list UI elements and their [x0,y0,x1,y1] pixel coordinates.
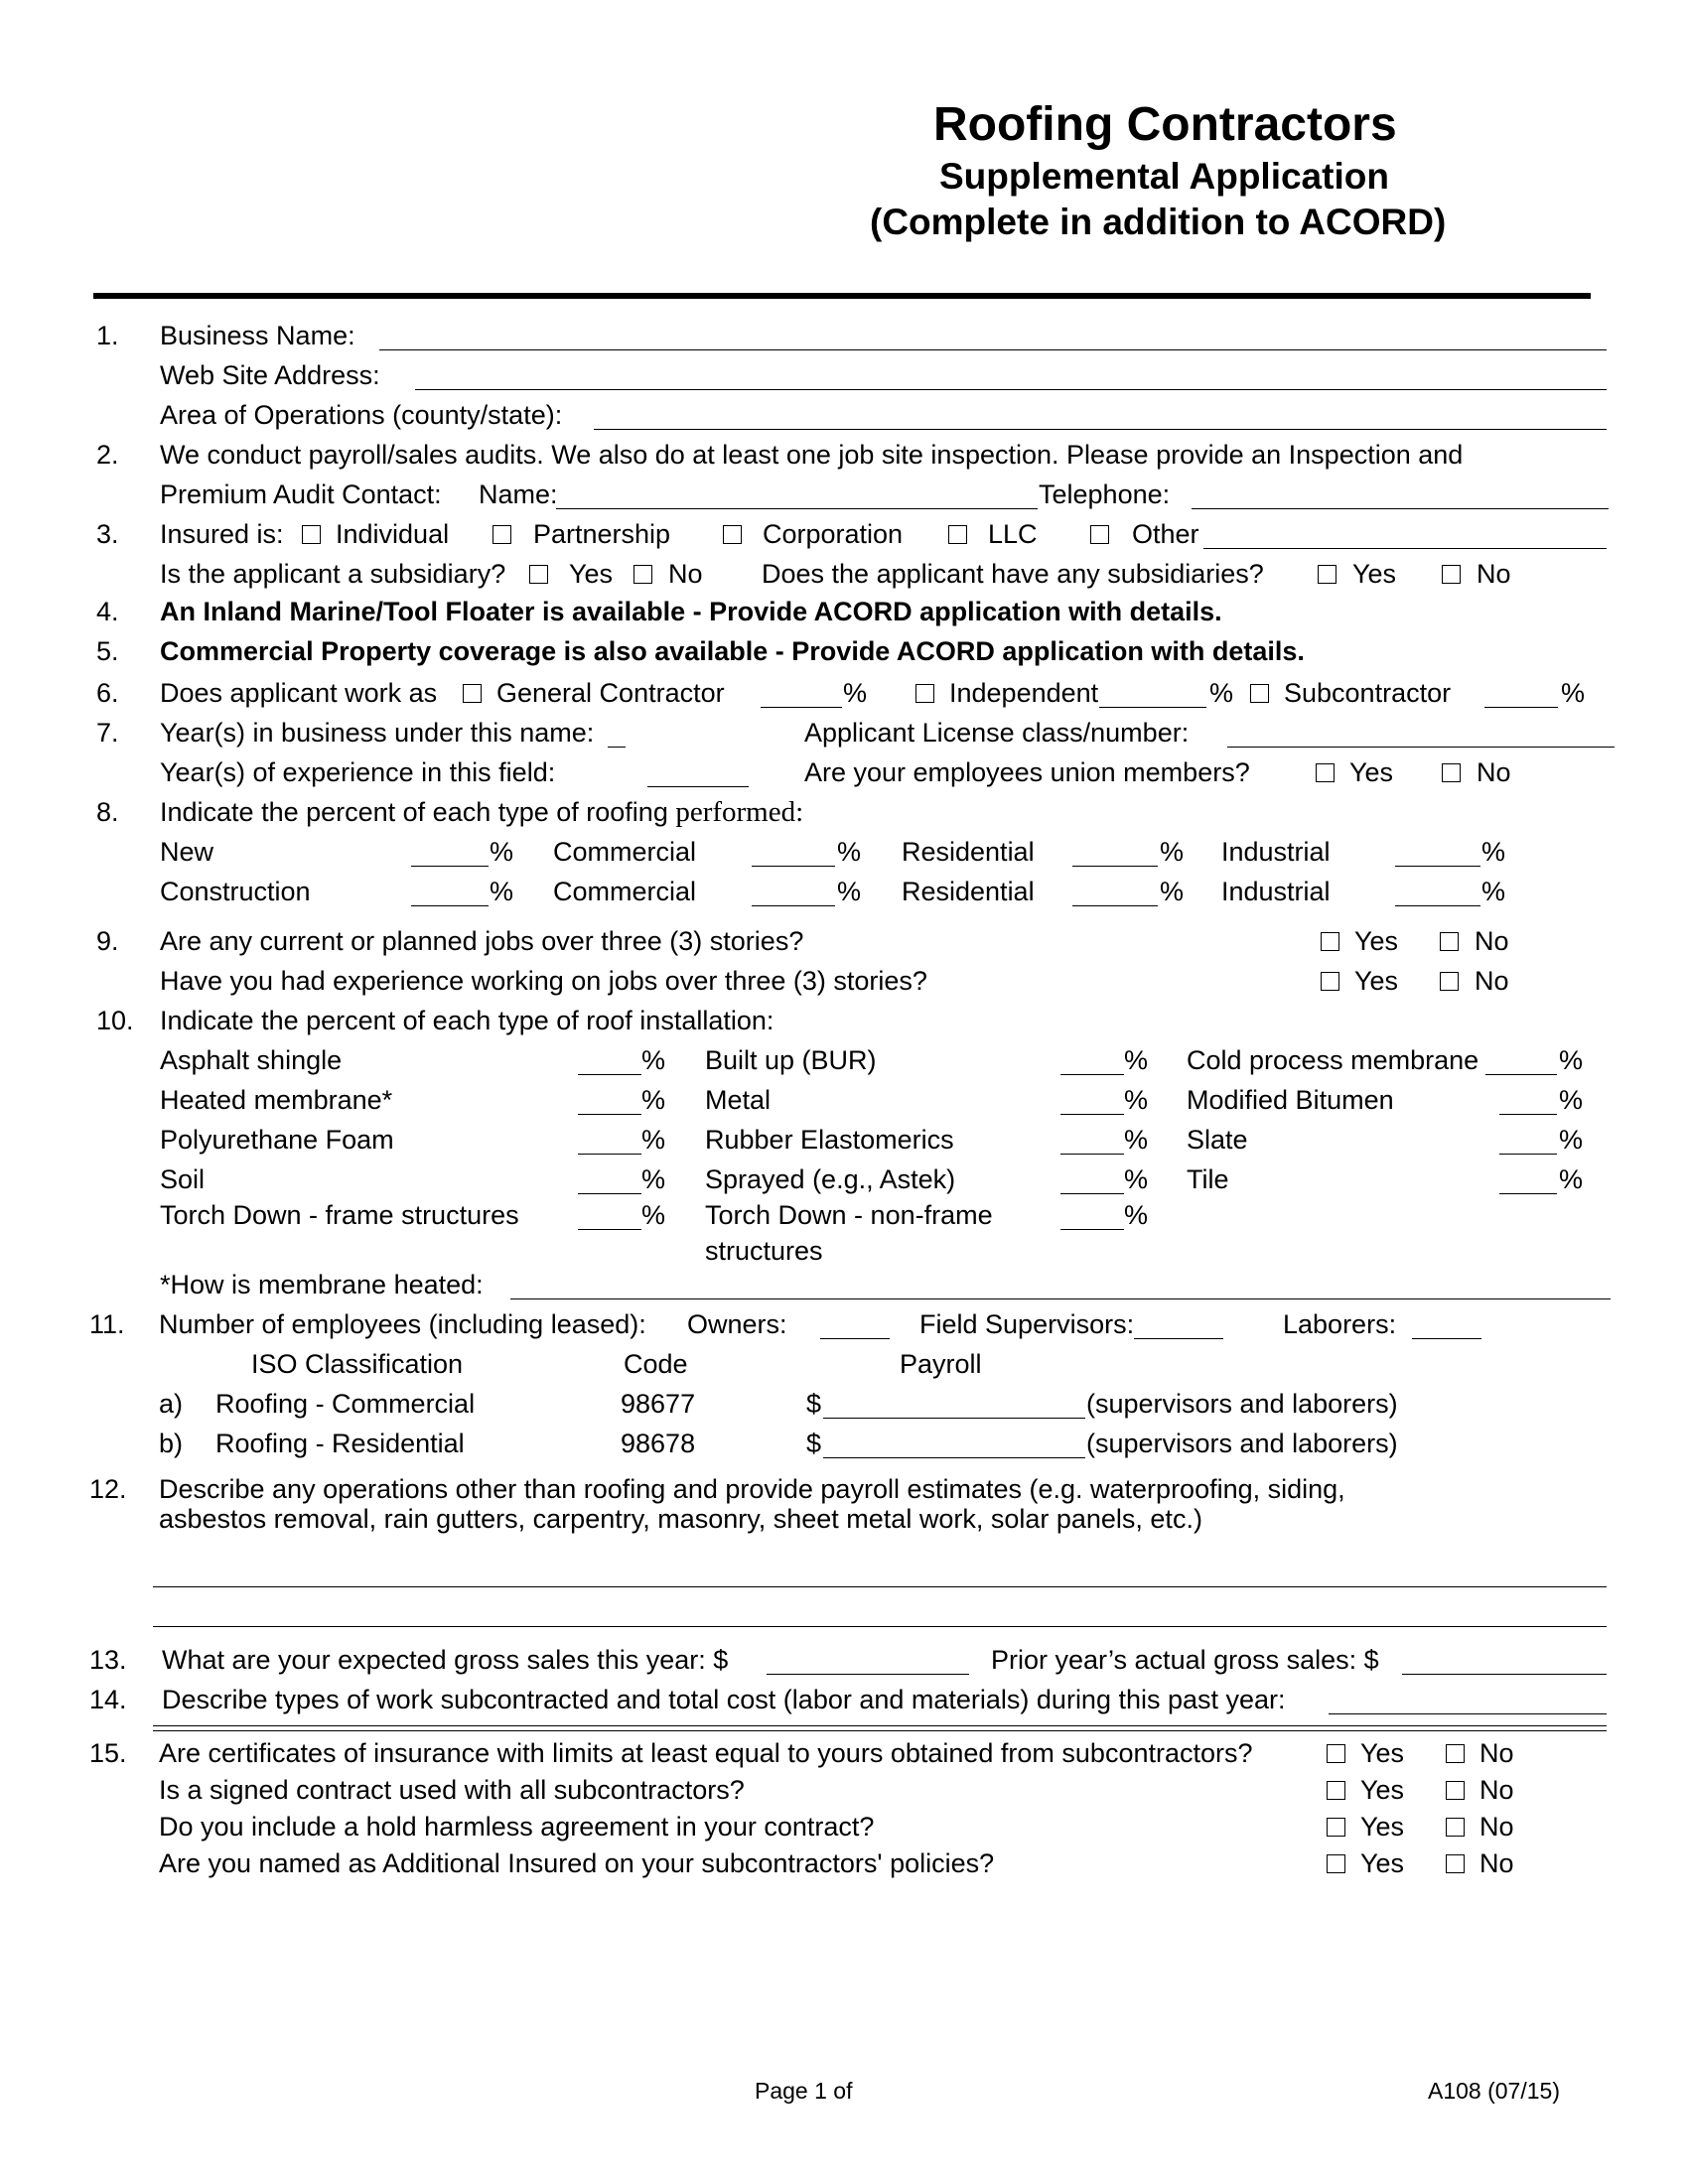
area-field[interactable] [594,429,1607,430]
q9a-yes-label: Yes [1354,926,1399,956]
q9b-no-label: No [1475,966,1509,996]
roof-type-field[interactable] [1499,1114,1557,1115]
q11-text: Number of employees (including leased): [159,1309,646,1339]
q9a-no-checkbox[interactable] [1440,932,1459,951]
q15-no-checkbox[interactable] [1446,1818,1465,1837]
union-yes-label: Yes [1349,757,1394,787]
corporation-label: Corporation [763,519,904,549]
roof-type-field[interactable] [1485,1074,1557,1075]
q12-line-1: Describe any operations other than roofing and provide payroll estimates (e.g. waterproofing, siding, [159,1474,1345,1504]
q15-no-label: No [1479,1812,1514,1842]
audit-contact-label: Premium Audit Contact: [160,479,442,509]
gc-pct-sign: % [843,678,868,708]
form-subtitle-2: (Complete in addition to ACORD) [870,202,1447,242]
q11-number: 11. [89,1309,125,1339]
q6-text: Does applicant work as [160,678,438,708]
gc-pct-field[interactable] [761,707,842,708]
years-exp-field[interactable] [647,786,749,787]
q8-row2-pct-1: % [490,877,514,906]
q15-no-checkbox[interactable] [1446,1744,1465,1763]
laborers-label: Laborers: [1283,1309,1397,1339]
q15-no-label: No [1479,1775,1514,1805]
telephone-label: Telephone: [1039,479,1171,509]
iso-row-dollar: $ [806,1389,822,1419]
q2-text: We conduct payroll/sales audits. We also do at least one job site inspection. Please provide an Inspection and [160,440,1464,470]
roof-type-label: Sprayed (e.g., Astek) [705,1164,956,1194]
q14-number: 14. [89,1685,127,1714]
partnership-checkbox[interactable] [492,525,511,544]
subcontractor-label: Subcontractor [1284,678,1452,708]
q4-text: An Inland Marine/Tool Floater is available - Provide ACORD application with details. [160,597,1222,626]
page-number: Page 1 of [755,2078,853,2104]
iso-row-payroll-field[interactable] [823,1418,1085,1419]
q15-yes-label: Yes [1360,1848,1405,1878]
roof-type-field[interactable] [1499,1193,1557,1194]
q8-row1-pct-2: % [837,837,862,867]
business-name-label: Business Name: [160,321,355,350]
q8-row2-label-4: Industrial [1221,877,1331,906]
q8-row1-pct-3: % [1160,837,1185,867]
q3-number: 3. [96,519,119,549]
q8-row1-pct-4: % [1481,837,1506,867]
independent-pct-field[interactable] [1099,707,1206,708]
iso-row-letter: b) [159,1429,184,1458]
q8-row1-field-1[interactable] [411,866,489,867]
has-subs-yes-label: Yes [1352,559,1397,589]
roof-type-label: Modified Bitumen [1187,1085,1394,1115]
gc-checkbox[interactable] [463,684,482,703]
form-number: A108 (07/15) [1428,2078,1560,2104]
roof-type-field[interactable] [578,1074,641,1075]
roof-type-label: Metal [705,1085,772,1115]
has-subsidiaries-question: Does the applicant have any subsidiaries? [762,559,1264,589]
insured-label: Insured is: [160,519,284,549]
roof-type-field[interactable] [1499,1154,1557,1155]
prior-sales-label: Prior year’s actual gross sales: $ [991,1645,1379,1675]
roof-type-field[interactable] [1060,1193,1124,1194]
contact-name-field[interactable] [556,508,1038,509]
q8-row2-label-2: Commercial [553,877,697,906]
subsidiary-no-checkbox[interactable] [633,565,652,584]
roof-type-label-continued: structures [705,1236,823,1266]
q8-number: 8. [96,797,119,827]
roof-type-pct: % [1124,1164,1149,1194]
q8-row1-label-2: Commercial [553,837,697,867]
license-label: Applicant License class/number: [804,718,1190,748]
q8-row2-field-2[interactable] [752,905,835,906]
q8-row2-label-1: Construction [160,877,311,906]
roof-type-label: Rubber Elastomerics [705,1125,954,1155]
has-subs-no-label: No [1477,559,1511,589]
union-yes-checkbox[interactable] [1316,763,1335,782]
telephone-field[interactable] [1192,508,1609,509]
q8-row2-field-1[interactable] [411,905,489,906]
iso-row-code: 98677 [621,1389,696,1419]
has-subs-no-checkbox[interactable] [1442,565,1461,584]
llc-label: LLC [988,519,1038,549]
roof-type-pct: % [641,1085,666,1115]
q9-number: 9. [96,926,119,956]
q12-answer-line-1[interactable] [153,1586,1607,1587]
q8-row2-pct-4: % [1481,877,1506,906]
years-name-field[interactable] [608,747,626,748]
q15-no-checkbox[interactable] [1446,1781,1465,1800]
q15-question: Are certificates of insurance with limits at least equal to yours obtained from subcontractors? [159,1738,1253,1768]
years-exp-label: Year(s) of experience in this field: [160,757,556,787]
roof-type-field[interactable] [578,1229,641,1230]
q9a-yes-checkbox[interactable] [1321,932,1339,951]
q15-no-checkbox[interactable] [1446,1854,1465,1873]
individual-checkbox[interactable] [302,525,321,544]
q8-row2-field-4[interactable] [1395,905,1480,906]
subsidiary-question: Is the applicant a subsidiary? [160,559,506,589]
q6-number: 6. [96,678,119,708]
years-name-label: Year(s) in business under this name: [160,718,595,748]
iso-row-name: Roofing - Residential [215,1429,465,1458]
q12-line-2: asbestos removal, rain gutters, carpentry, masonry, sheet metal work, solar panels, etc.) [159,1504,1202,1534]
field-supervisors-field[interactable] [1134,1338,1223,1339]
q8-text: Indicate the percent of each type of roofing performed: [160,796,804,828]
website-field[interactable] [415,389,1607,390]
gc-label: General Contractor [496,678,725,708]
q8-row2-pct-2: % [837,877,862,906]
q14-text: Describe types of work subcontracted and total cost (labor and materials) during this past year: [162,1685,1286,1714]
payroll-header: Payroll [900,1349,982,1379]
individual-label: Individual [336,519,450,549]
q15-question: Is a signed contract used with all subcontractors? [159,1775,745,1805]
q15-question: Do you include a hold harmless agreement in your contract? [159,1812,875,1842]
q15-yes-checkbox[interactable] [1327,1781,1345,1800]
roof-type-field[interactable] [1060,1154,1124,1155]
q15-no-label: No [1479,1738,1514,1768]
roof-type-pct: % [1559,1045,1584,1075]
q10-number: 10. [96,1006,134,1035]
roof-type-label: Cold process membrane [1187,1045,1479,1075]
other-field[interactable] [1203,548,1607,549]
roof-type-pct: % [1124,1085,1149,1115]
q12-answer-line-2[interactable] [153,1626,1607,1627]
form-title: Roofing Contractors [933,98,1397,151]
roof-type-pct: % [1124,1045,1149,1075]
q8-row1-label-1: New [160,837,214,867]
q14-divider [153,1725,1607,1726]
roof-type-pct: % [1124,1125,1149,1155]
union-no-checkbox[interactable] [1442,763,1461,782]
subsidiary-yes-label: Yes [569,559,614,589]
roof-type-label: Built up (BUR) [705,1045,877,1075]
q8-row1-label-4: Industrial [1221,837,1331,867]
q5-text: Commercial Property coverage is also available - Provide ACORD application with details. [160,636,1305,666]
subsidiary-no-label: No [668,559,703,589]
q15-no-label: No [1479,1848,1514,1878]
roof-type-pct: % [1559,1164,1584,1194]
subcontractor-pct-field[interactable] [1484,707,1558,708]
q9-question-a: Are any current or planned jobs over three (3) stories? [160,926,804,956]
llc-checkbox[interactable] [948,525,967,544]
roof-type-pct: % [641,1125,666,1155]
union-no-label: No [1477,757,1511,787]
iso-row-note: (supervisors and laborers) [1086,1389,1398,1419]
q8-row1-field-4[interactable] [1395,866,1480,867]
q15-number: 15. [89,1738,127,1768]
independent-checkbox[interactable] [915,684,934,703]
iso-row-note: (supervisors and laborers) [1086,1429,1398,1458]
q8-row2-label-3: Residential [902,877,1035,906]
q8-row1-pct-1: % [490,837,514,867]
membrane-heated-label: *How is membrane heated: [160,1270,484,1299]
business-name-field[interactable] [379,349,1607,350]
owners-field[interactable] [820,1338,890,1339]
independent-label: Independent [949,678,1099,708]
area-label: Area of Operations (county/state): [160,400,563,430]
roof-type-pct: % [1559,1125,1584,1155]
q9b-yes-label: Yes [1354,966,1399,996]
q7-number: 7. [96,718,119,748]
q8-row1-field-3[interactable] [1072,866,1158,867]
q15-yes-label: Yes [1360,1738,1405,1768]
website-label: Web Site Address: [160,360,380,390]
q15-yes-checkbox[interactable] [1327,1818,1345,1837]
q15-yes-label: Yes [1360,1812,1405,1842]
roof-type-field[interactable] [1060,1074,1124,1075]
q9-question-b: Have you had experience working on jobs over three (3) stories? [160,966,927,996]
q8-row1-field-2[interactable] [752,866,835,867]
q9a-no-label: No [1475,926,1509,956]
roof-type-label: Torch Down - non-frame [705,1200,993,1230]
iso-classification-header: ISO Classification [251,1349,464,1379]
roof-type-pct: % [641,1164,666,1194]
iso-row-letter: a) [159,1389,184,1419]
subcontractor-pct-sign: % [1561,678,1586,708]
roof-type-label: Slate [1187,1125,1248,1155]
roof-type-field[interactable] [578,1154,641,1155]
roof-type-field[interactable] [1060,1229,1124,1230]
roof-type-pct: % [641,1200,666,1230]
roof-type-pct: % [641,1045,666,1075]
membrane-heated-field[interactable] [510,1298,1611,1299]
roof-type-label: Torch Down - frame structures [160,1200,519,1230]
has-subs-yes-checkbox[interactable] [1318,565,1336,584]
other-checkbox[interactable] [1090,525,1109,544]
q14-field[interactable] [1329,1713,1607,1714]
roof-type-label: Soil [160,1164,206,1194]
q9b-yes-checkbox[interactable] [1321,972,1339,991]
partnership-label: Partnership [533,519,671,549]
roof-type-field[interactable] [1060,1114,1124,1115]
q15-question: Are you named as Additional Insured on your subcontractors' policies? [159,1848,995,1878]
q2-number: 2. [96,440,119,470]
roof-type-pct: % [1559,1085,1584,1115]
expected-sales-label: What are your expected gross sales this year: $ [162,1645,729,1675]
q15-yes-checkbox[interactable] [1327,1744,1345,1763]
other-label: Other [1132,519,1199,549]
q13-number: 13. [89,1645,127,1675]
q8-row2-pct-3: % [1160,877,1185,906]
license-field[interactable] [1227,747,1615,748]
q14-divider-2 [153,1730,1607,1731]
header-rule [93,293,1591,299]
q1-number: 1. [96,321,119,350]
independent-pct-sign: % [1209,678,1234,708]
q5-number: 5. [96,636,119,666]
union-question: Are your employees union members? [804,757,1250,787]
q12-number: 12. [89,1474,127,1504]
q15-yes-label: Yes [1360,1775,1405,1805]
code-header: Code [624,1349,688,1379]
iso-row-dollar: $ [806,1429,822,1458]
q9b-no-checkbox[interactable] [1440,972,1459,991]
roof-type-field[interactable] [578,1114,641,1115]
subcontractor-checkbox[interactable] [1250,684,1269,703]
subsidiary-yes-checkbox[interactable] [529,565,548,584]
q10-text: Indicate the percent of each type of roof installation: [160,1006,774,1035]
q8-row1-label-3: Residential [902,837,1035,867]
prior-sales-field[interactable] [1402,1674,1607,1675]
roof-type-label: Tile [1187,1164,1229,1194]
form-subtitle: Supplemental Application [939,156,1389,197]
roof-type-field[interactable] [578,1193,641,1194]
roof-type-pct: % [1124,1200,1149,1230]
iso-row-payroll-field[interactable] [823,1457,1085,1458]
iso-row-name: Roofing - Commercial [215,1389,476,1419]
laborers-field[interactable] [1412,1338,1481,1339]
expected-sales-field[interactable] [767,1674,969,1675]
roof-type-label: Heated membrane* [160,1085,393,1115]
q4-number: 4. [96,597,119,626]
roof-type-label: Polyurethane Foam [160,1125,394,1155]
contact-name-label: Name: [479,479,558,509]
roof-type-label: Asphalt shingle [160,1045,343,1075]
q8-row2-field-3[interactable] [1072,905,1158,906]
owners-label: Owners: [687,1309,787,1339]
q15-yes-checkbox[interactable] [1327,1854,1345,1873]
iso-row-code: 98678 [621,1429,696,1458]
field-supervisors-label: Field Supervisors: [919,1309,1135,1339]
corporation-checkbox[interactable] [723,525,742,544]
